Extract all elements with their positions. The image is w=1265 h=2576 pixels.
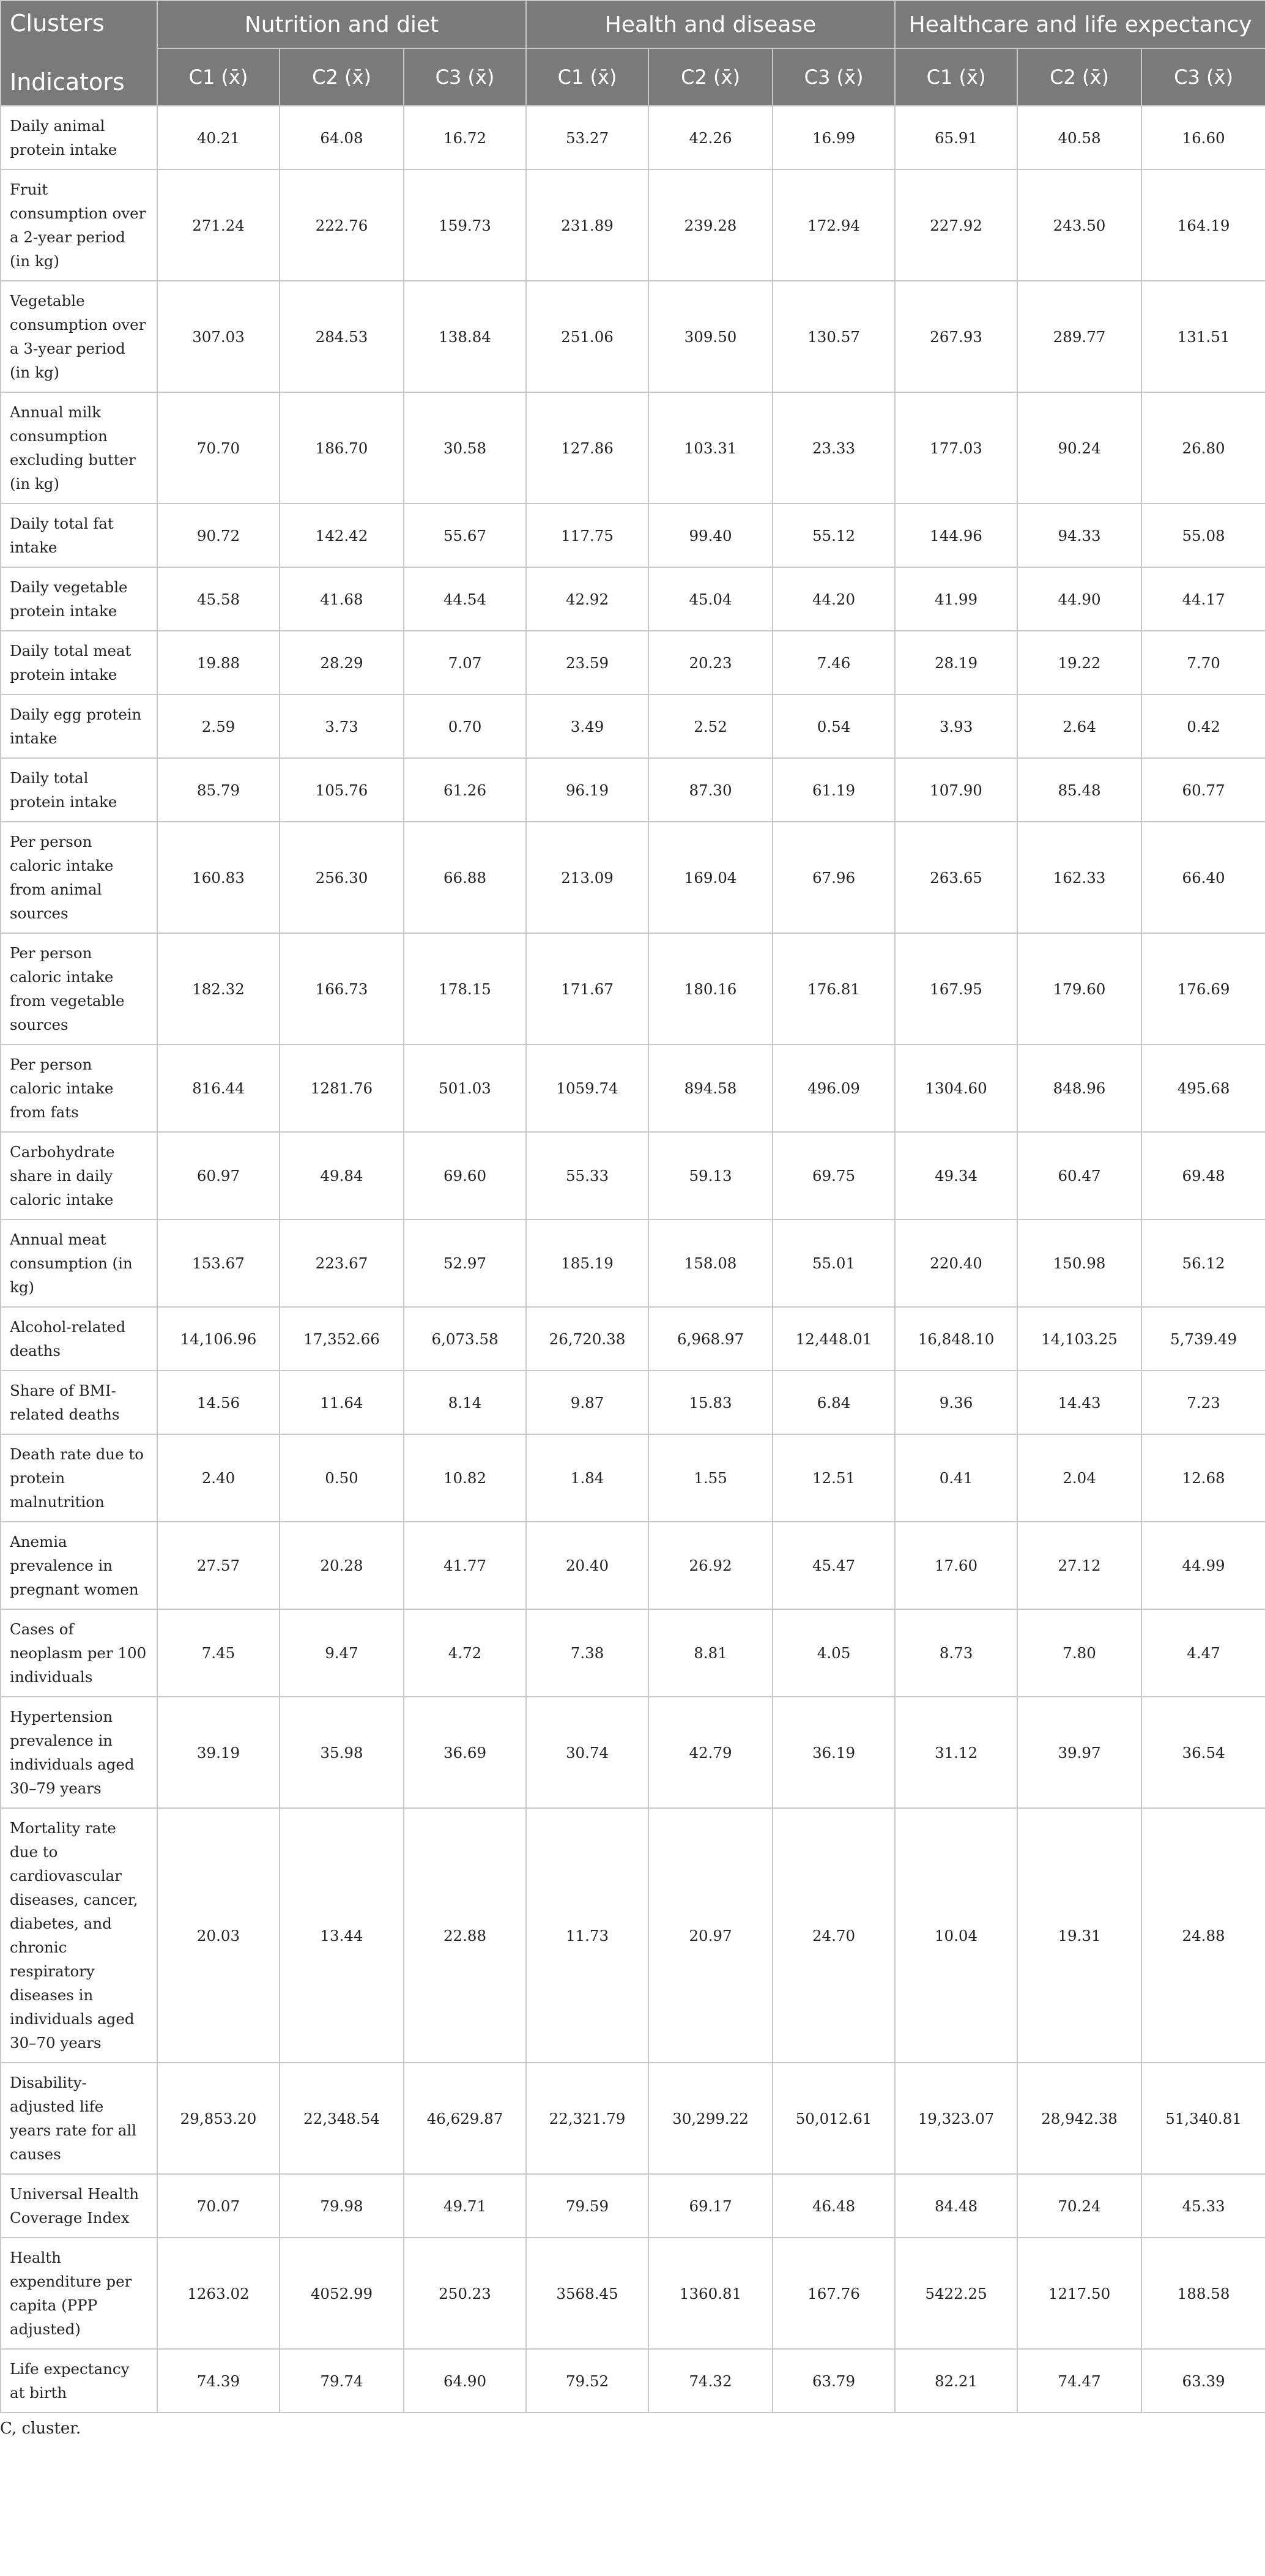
value-cell: 29,853.20	[157, 2063, 280, 2174]
value-cell: 176.81	[773, 933, 895, 1044]
value-cell: 251.06	[526, 281, 648, 392]
indicator-cell: Per person caloric intake from animal sources	[1, 822, 157, 933]
value-cell: 30.74	[526, 1697, 648, 1808]
value-cell: 2.59	[157, 694, 280, 758]
table-row	[1, 281, 1265, 392]
value-cell: 5,739.49	[1141, 1307, 1265, 1371]
table-row	[1, 1044, 1265, 1132]
cluster-subheader: C2 (x̄)	[280, 48, 404, 106]
indicator-cell: Anemia prevalence in pregnant women	[1, 1522, 157, 1609]
group-header-health: Health and disease	[526, 1, 895, 48]
value-cell: 19.22	[1017, 631, 1141, 694]
value-cell: 162.33	[1017, 822, 1141, 933]
value-cell: 8.81	[648, 1609, 773, 1697]
value-cell: 2.40	[157, 1434, 280, 1522]
value-cell: 42.92	[526, 567, 648, 631]
value-cell: 36.19	[773, 1697, 895, 1808]
value-cell: 55.33	[526, 1132, 648, 1219]
indicator-cell: Per person caloric intake from fats	[1, 1044, 157, 1132]
value-cell: 24.88	[1141, 1808, 1265, 2063]
indicator-cell: Daily total fat intake	[1, 504, 157, 567]
table-row	[1, 1697, 1265, 1808]
value-cell: 70.70	[157, 392, 280, 504]
value-cell: 185.19	[526, 1219, 648, 1307]
value-cell: 96.19	[526, 758, 648, 822]
value-cell: 289.77	[1017, 281, 1141, 392]
value-cell: 19,323.07	[895, 2063, 1017, 2174]
indicator-cell: Fruit consumption over a 2-year period (in kg)	[1, 169, 157, 281]
indicator-cell: Daily total meat protein intake	[1, 631, 157, 694]
value-cell: 495.68	[1141, 1044, 1265, 1132]
value-cell: 55.01	[773, 1219, 895, 1307]
value-cell: 9.47	[280, 1609, 404, 1697]
group-header-healthcare: Healthcare and life expectancy	[895, 1, 1265, 48]
value-cell: 6.84	[773, 1371, 895, 1434]
value-cell: 94.33	[1017, 504, 1141, 567]
value-cell: 223.67	[280, 1219, 404, 1307]
value-cell: 16,848.10	[895, 1307, 1017, 1371]
value-cell: 227.92	[895, 169, 1017, 281]
value-cell: 1263.02	[157, 2238, 280, 2349]
value-cell: 153.67	[157, 1219, 280, 1307]
value-cell: 28,942.38	[1017, 2063, 1141, 2174]
value-cell: 250.23	[404, 2238, 526, 2349]
value-cell: 10.04	[895, 1808, 1017, 2063]
value-cell: 130.57	[773, 281, 895, 392]
value-cell: 220.40	[895, 1219, 1017, 1307]
value-cell: 79.52	[526, 2349, 648, 2413]
value-cell: 39.97	[1017, 1697, 1141, 1808]
corner-cell	[1, 1, 157, 106]
value-cell: 36.54	[1141, 1697, 1265, 1808]
table-row	[1, 694, 1265, 758]
value-cell: 11.64	[280, 1371, 404, 1434]
value-cell: 144.96	[895, 504, 1017, 567]
value-cell: 55.12	[773, 504, 895, 567]
value-cell: 263.65	[895, 822, 1017, 933]
value-cell: 69.75	[773, 1132, 895, 1219]
value-cell: 55.67	[404, 504, 526, 567]
table-row	[1, 758, 1265, 822]
cluster-subheader: C2 (x̄)	[1017, 48, 1141, 106]
value-cell: 4052.99	[280, 2238, 404, 2349]
table-row	[1, 2063, 1265, 2174]
cluster-subheader: C3 (x̄)	[404, 48, 526, 106]
cluster-subheader: C3 (x̄)	[1141, 48, 1265, 106]
indicator-cell: Annual milk consumption excluding butter (in kg)	[1, 392, 157, 504]
value-cell: 11.73	[526, 1808, 648, 2063]
value-cell: 51,340.81	[1141, 2063, 1265, 2174]
value-cell: 20.03	[157, 1808, 280, 2063]
value-cell: 22.88	[404, 1808, 526, 2063]
value-cell: 17,352.66	[280, 1307, 404, 1371]
indicator-cell: Daily vegetable protein intake	[1, 567, 157, 631]
value-cell: 17.60	[895, 1522, 1017, 1609]
value-cell: 496.09	[773, 1044, 895, 1132]
value-cell: 44.54	[404, 567, 526, 631]
value-cell: 44.20	[773, 567, 895, 631]
value-cell: 103.31	[648, 392, 773, 504]
cluster-subheader: C1 (x̄)	[526, 48, 648, 106]
value-cell: 79.59	[526, 2174, 648, 2238]
value-cell: 99.40	[648, 504, 773, 567]
value-cell: 44.99	[1141, 1522, 1265, 1609]
value-cell: 182.32	[157, 933, 280, 1044]
value-cell: 239.28	[648, 169, 773, 281]
value-cell: 82.21	[895, 2349, 1017, 2413]
value-cell: 0.54	[773, 694, 895, 758]
value-cell: 85.48	[1017, 758, 1141, 822]
indicators-label: Indicators	[10, 69, 125, 95]
value-cell: 7.38	[526, 1609, 648, 1697]
table-header	[1, 1, 1265, 106]
value-cell: 1304.60	[895, 1044, 1017, 1132]
value-cell: 66.88	[404, 822, 526, 933]
value-cell: 179.60	[1017, 933, 1141, 1044]
value-cell: 243.50	[1017, 169, 1141, 281]
cluster-subheader: C2 (x̄)	[648, 48, 773, 106]
value-cell: 186.70	[280, 392, 404, 504]
value-cell: 27.57	[157, 1522, 280, 1609]
table-row	[1, 631, 1265, 694]
value-cell: 0.42	[1141, 694, 1265, 758]
value-cell: 117.75	[526, 504, 648, 567]
indicator-cell: Share of BMI-related deaths	[1, 1371, 157, 1434]
indicator-cell: Hypertension prevalence in individuals aged 30–79 years	[1, 1697, 157, 1808]
indicator-cell: Life expectancy at birth	[1, 2349, 157, 2413]
value-cell: 138.84	[404, 281, 526, 392]
value-cell: 1059.74	[526, 1044, 648, 1132]
table-row	[1, 1132, 1265, 1219]
value-cell: 6,073.58	[404, 1307, 526, 1371]
value-cell: 171.67	[526, 933, 648, 1044]
value-cell: 30.58	[404, 392, 526, 504]
value-cell: 39.19	[157, 1697, 280, 1808]
value-cell: 23.59	[526, 631, 648, 694]
value-cell: 90.24	[1017, 392, 1141, 504]
value-cell: 188.58	[1141, 2238, 1265, 2349]
value-cell: 159.73	[404, 169, 526, 281]
value-cell: 46.48	[773, 2174, 895, 2238]
value-cell: 26.80	[1141, 392, 1265, 504]
value-cell: 0.50	[280, 1434, 404, 1522]
value-cell: 894.58	[648, 1044, 773, 1132]
value-cell: 41.77	[404, 1522, 526, 1609]
value-cell: 45.33	[1141, 2174, 1265, 2238]
value-cell: 45.04	[648, 567, 773, 631]
value-cell: 20.97	[648, 1808, 773, 2063]
table-body	[1, 106, 1265, 2413]
indicator-cell: Annual meat consumption (in kg)	[1, 1219, 157, 1307]
table-row	[1, 2238, 1265, 2349]
value-cell: 12.51	[773, 1434, 895, 1522]
value-cell: 74.39	[157, 2349, 280, 2413]
indicator-cell: Disability-adjusted life years rate for all causes	[1, 2063, 157, 2174]
value-cell: 256.30	[280, 822, 404, 933]
value-cell: 7.23	[1141, 1371, 1265, 1434]
value-cell: 5422.25	[895, 2238, 1017, 2349]
value-cell: 178.15	[404, 933, 526, 1044]
value-cell: 69.48	[1141, 1132, 1265, 1219]
value-cell: 166.73	[280, 933, 404, 1044]
indicator-cell: Cases of neoplasm per 100 individuals	[1, 1609, 157, 1697]
value-cell: 4.47	[1141, 1609, 1265, 1697]
table-row	[1, 106, 1265, 169]
value-cell: 41.68	[280, 567, 404, 631]
value-cell: 9.87	[526, 1371, 648, 1434]
value-cell: 150.98	[1017, 1219, 1141, 1307]
value-cell: 501.03	[404, 1044, 526, 1132]
value-cell: 84.48	[895, 2174, 1017, 2238]
indicator-cell: Daily egg protein intake	[1, 694, 157, 758]
indicator-cell: Vegetable consumption over a 3-year period (in kg)	[1, 281, 157, 392]
value-cell: 69.17	[648, 2174, 773, 2238]
value-cell: 55.08	[1141, 504, 1265, 567]
value-cell: 26,720.38	[526, 1307, 648, 1371]
value-cell: 131.51	[1141, 281, 1265, 392]
value-cell: 169.04	[648, 822, 773, 933]
value-cell: 50,012.61	[773, 2063, 895, 2174]
value-cell: 42.26	[648, 106, 773, 169]
value-cell: 41.99	[895, 567, 1017, 631]
value-cell: 61.19	[773, 758, 895, 822]
value-cell: 3.49	[526, 694, 648, 758]
value-cell: 30,299.22	[648, 2063, 773, 2174]
indicator-cell: Daily animal protein intake	[1, 106, 157, 169]
value-cell: 8.14	[404, 1371, 526, 1434]
value-cell: 848.96	[1017, 1044, 1141, 1132]
value-cell: 23.33	[773, 392, 895, 504]
value-cell: 7.45	[157, 1609, 280, 1697]
value-cell: 56.12	[1141, 1219, 1265, 1307]
value-cell: 8.73	[895, 1609, 1017, 1697]
value-cell: 67.96	[773, 822, 895, 933]
indicator-cell: Per person caloric intake from vegetable sources	[1, 933, 157, 1044]
value-cell: 158.08	[648, 1219, 773, 1307]
value-cell: 40.58	[1017, 106, 1141, 169]
value-cell: 0.70	[404, 694, 526, 758]
value-cell: 142.42	[280, 504, 404, 567]
value-cell: 65.91	[895, 106, 1017, 169]
value-cell: 85.79	[157, 758, 280, 822]
value-cell: 7.70	[1141, 631, 1265, 694]
value-cell: 14,103.25	[1017, 1307, 1141, 1371]
value-cell: 63.39	[1141, 2349, 1265, 2413]
value-cell: 52.97	[404, 1219, 526, 1307]
value-cell: 9.36	[895, 1371, 1017, 1434]
value-cell: 309.50	[648, 281, 773, 392]
value-cell: 53.27	[526, 106, 648, 169]
value-cell: 22,321.79	[526, 2063, 648, 2174]
clusters-label: Clusters	[10, 10, 105, 37]
value-cell: 31.12	[895, 1697, 1017, 1808]
value-cell: 177.03	[895, 392, 1017, 504]
value-cell: 14.56	[157, 1371, 280, 1434]
value-cell: 7.80	[1017, 1609, 1141, 1697]
value-cell: 90.72	[157, 504, 280, 567]
indicator-cell: Mortality rate due to cardiovascular diseases, cancer, diabetes, and chronic respiratory diseases in individuals aged 30–70 years	[1, 1808, 157, 2063]
value-cell: 74.47	[1017, 2349, 1141, 2413]
value-cell: 79.74	[280, 2349, 404, 2413]
table-row	[1, 2174, 1265, 2238]
cluster-subheader: C3 (x̄)	[773, 48, 895, 106]
value-cell: 42.79	[648, 1697, 773, 1808]
value-cell: 172.94	[773, 169, 895, 281]
value-cell: 213.09	[526, 822, 648, 933]
value-cell: 61.26	[404, 758, 526, 822]
value-cell: 64.08	[280, 106, 404, 169]
value-cell: 60.47	[1017, 1132, 1141, 1219]
value-cell: 176.69	[1141, 933, 1265, 1044]
value-cell: 20.28	[280, 1522, 404, 1609]
value-cell: 19.88	[157, 631, 280, 694]
value-cell: 1281.76	[280, 1044, 404, 1132]
value-cell: 180.16	[648, 933, 773, 1044]
indicator-cell: Carbohydrate share in daily caloric intake	[1, 1132, 157, 1219]
value-cell: 87.30	[648, 758, 773, 822]
value-cell: 307.03	[157, 281, 280, 392]
value-cell: 3568.45	[526, 2238, 648, 2349]
value-cell: 22,348.54	[280, 2063, 404, 2174]
value-cell: 12,448.01	[773, 1307, 895, 1371]
value-cell: 45.47	[773, 1522, 895, 1609]
value-cell: 271.24	[157, 169, 280, 281]
value-cell: 63.79	[773, 2349, 895, 2413]
value-cell: 49.71	[404, 2174, 526, 2238]
value-cell: 13.44	[280, 1808, 404, 2063]
value-cell: 816.44	[157, 1044, 280, 1132]
table-row	[1, 1609, 1265, 1697]
value-cell: 74.32	[648, 2349, 773, 2413]
value-cell: 19.31	[1017, 1808, 1141, 2063]
cluster-subheader: C1 (x̄)	[895, 48, 1017, 106]
table-row	[1, 1808, 1265, 2063]
table-row	[1, 822, 1265, 933]
value-cell: 167.76	[773, 2238, 895, 2349]
table-row	[1, 933, 1265, 1044]
value-cell: 40.21	[157, 106, 280, 169]
value-cell: 20.40	[526, 1522, 648, 1609]
value-cell: 69.60	[404, 1132, 526, 1219]
value-cell: 59.13	[648, 1132, 773, 1219]
value-cell: 35.98	[280, 1697, 404, 1808]
indicator-cell: Daily total protein intake	[1, 758, 157, 822]
value-cell: 79.98	[280, 2174, 404, 2238]
value-cell: 7.46	[773, 631, 895, 694]
indicator-cell: Alcohol-related deaths	[1, 1307, 157, 1371]
table-row	[1, 1371, 1265, 1434]
table-row	[1, 1434, 1265, 1522]
value-cell: 44.17	[1141, 567, 1265, 631]
table-row	[1, 1522, 1265, 1609]
value-cell: 14.43	[1017, 1371, 1141, 1434]
value-cell: 60.97	[157, 1132, 280, 1219]
value-cell: 167.95	[895, 933, 1017, 1044]
value-cell: 284.53	[280, 281, 404, 392]
value-cell: 10.82	[404, 1434, 526, 1522]
table-row	[1, 169, 1265, 281]
table-row	[1, 1307, 1265, 1371]
value-cell: 107.90	[895, 758, 1017, 822]
value-cell: 12.68	[1141, 1434, 1265, 1522]
value-cell: 46,629.87	[404, 2063, 526, 2174]
value-cell: 3.93	[895, 694, 1017, 758]
value-cell: 20.23	[648, 631, 773, 694]
value-cell: 45.58	[157, 567, 280, 631]
value-cell: 15.83	[648, 1371, 773, 1434]
value-cell: 164.19	[1141, 169, 1265, 281]
table-footnote: C, cluster.	[0, 2419, 81, 2438]
value-cell: 105.76	[280, 758, 404, 822]
value-cell: 16.60	[1141, 106, 1265, 169]
indicator-cell: Health expenditure per capita (PPP adjusted)	[1, 2238, 157, 2349]
value-cell: 28.29	[280, 631, 404, 694]
table-row	[1, 2349, 1265, 2413]
value-cell: 0.41	[895, 1434, 1017, 1522]
value-cell: 4.72	[404, 1609, 526, 1697]
header-row-clusters	[1, 48, 1265, 106]
value-cell: 4.05	[773, 1609, 895, 1697]
value-cell: 66.40	[1141, 822, 1265, 933]
value-cell: 70.07	[157, 2174, 280, 2238]
value-cell: 6,968.97	[648, 1307, 773, 1371]
value-cell: 160.83	[157, 822, 280, 933]
value-cell: 49.84	[280, 1132, 404, 1219]
indicator-cell: Universal Health Coverage Index	[1, 2174, 157, 2238]
value-cell: 16.72	[404, 106, 526, 169]
value-cell: 27.12	[1017, 1522, 1141, 1609]
value-cell: 28.19	[895, 631, 1017, 694]
value-cell: 3.73	[280, 694, 404, 758]
value-cell: 24.70	[773, 1808, 895, 2063]
value-cell: 14,106.96	[157, 1307, 280, 1371]
cluster-subheader: C1 (x̄)	[157, 48, 280, 106]
value-cell: 222.76	[280, 169, 404, 281]
value-cell: 60.77	[1141, 758, 1265, 822]
value-cell: 7.07	[404, 631, 526, 694]
value-cell: 1217.50	[1017, 2238, 1141, 2349]
value-cell: 127.86	[526, 392, 648, 504]
value-cell: 49.34	[895, 1132, 1017, 1219]
value-cell: 64.90	[404, 2349, 526, 2413]
value-cell: 16.99	[773, 106, 895, 169]
value-cell: 44.90	[1017, 567, 1141, 631]
value-cell: 1.55	[648, 1434, 773, 1522]
value-cell: 2.52	[648, 694, 773, 758]
value-cell: 70.24	[1017, 2174, 1141, 2238]
value-cell: 267.93	[895, 281, 1017, 392]
group-header-nutrition: Nutrition and diet	[157, 1, 526, 48]
table-row	[1, 567, 1265, 631]
table-row	[1, 1219, 1265, 1307]
value-cell: 26.92	[648, 1522, 773, 1609]
value-cell: 1360.81	[648, 2238, 773, 2349]
value-cell: 36.69	[404, 1697, 526, 1808]
value-cell: 231.89	[526, 169, 648, 281]
value-cell: 2.64	[1017, 694, 1141, 758]
table-row	[1, 392, 1265, 504]
table-row	[1, 504, 1265, 567]
indicator-cell: Death rate due to protein malnutrition	[1, 1434, 157, 1522]
header-row-groups	[1, 1, 1265, 48]
value-cell: 1.84	[526, 1434, 648, 1522]
value-cell: 2.04	[1017, 1434, 1141, 1522]
